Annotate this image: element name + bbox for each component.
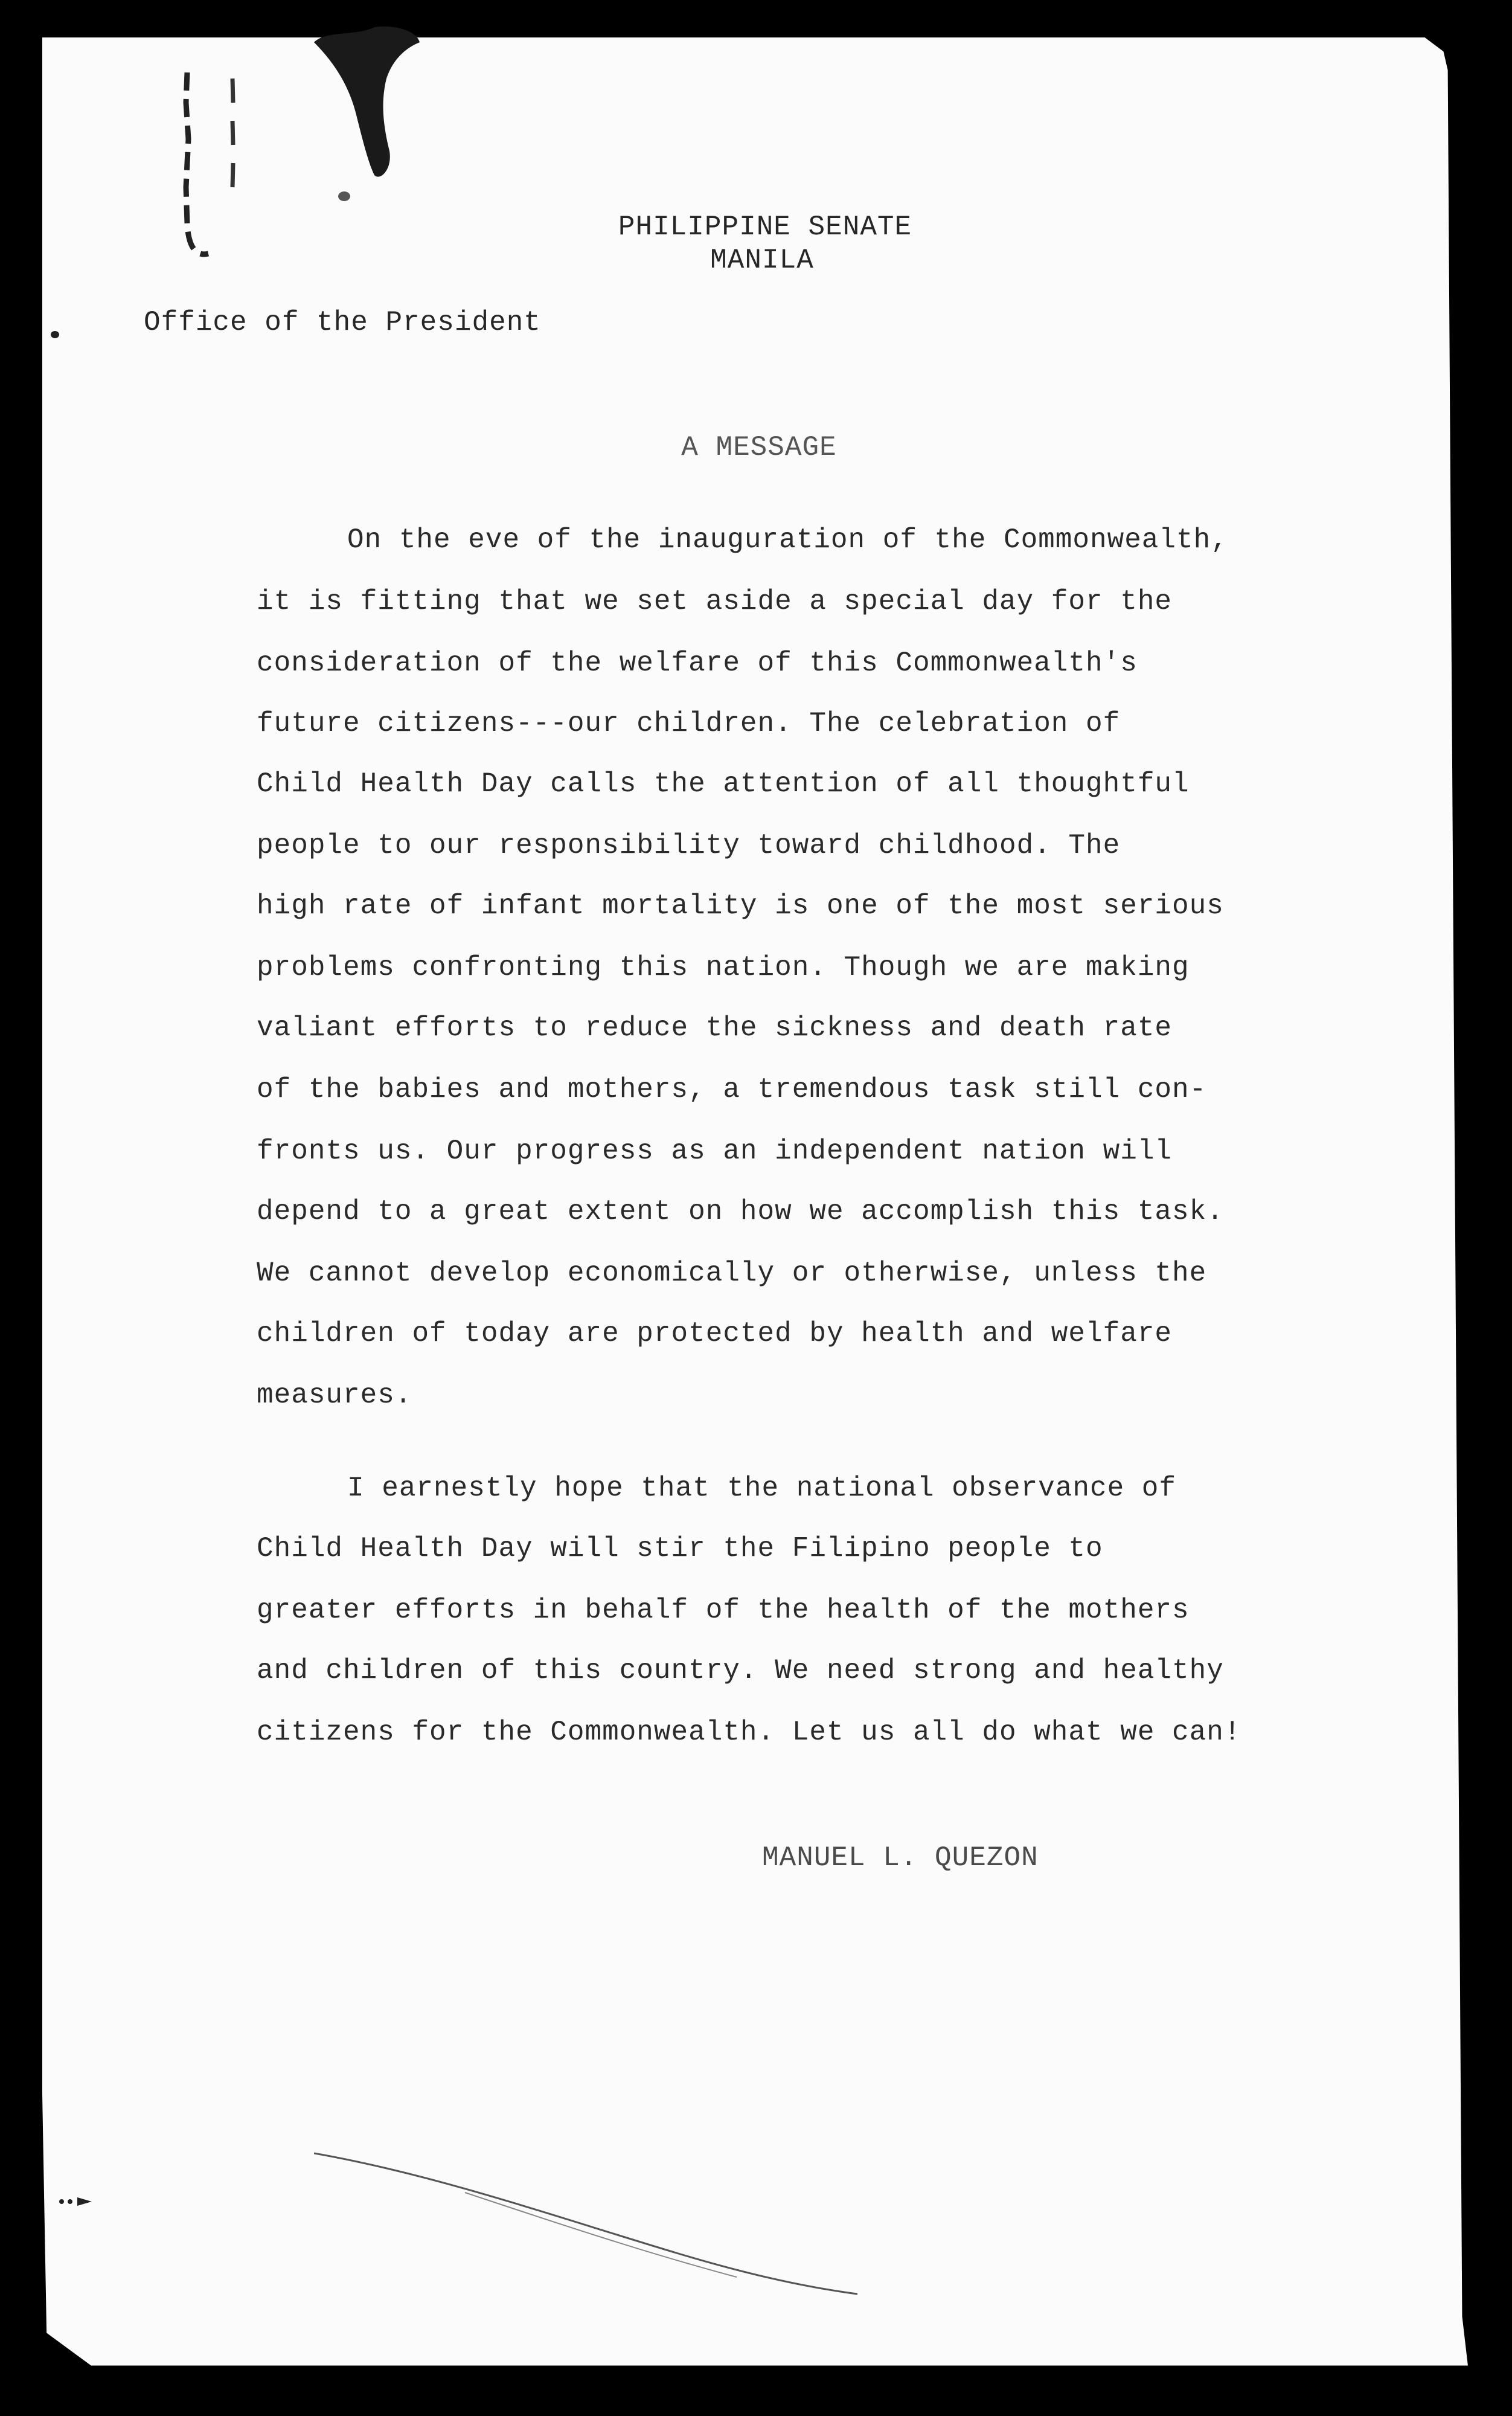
paragraph-line: children of today are protected by health and welfare [257,1318,1173,1349]
paragraph-line: Child Health Day will stir the Filipino people to [257,1533,1103,1564]
message-heading: A MESSAGE [681,432,837,463]
signature-line: MANUEL L. QUEZON [762,1842,1039,1874]
paragraph-line: problems confronting this nation. Though we are making [257,952,1190,983]
paragraph-line: people to our responsibility toward childhood. The [257,830,1121,861]
paragraph-line: of the babies and mothers, a tremendous task still con- [257,1074,1207,1105]
paragraph-line: On the eve of the inauguration of the Commonwealth, [347,524,1228,556]
paragraph-line: fronts us. Our progress as an independent nation will [257,1136,1173,1167]
paragraph-line: We cannot develop economically or otherwise, unless the [257,1258,1207,1289]
paragraph-line: greater efforts in behalf of the health of the mothers [257,1595,1190,1626]
paragraph-line: it is fitting that we set aside a special day for the [257,586,1173,617]
paragraph-line: high rate of infant mortality is one of the most serious [257,890,1224,922]
ink-smudge-mark [302,24,423,217]
letterhead-title: PHILIPPINE SENATE [618,211,912,243]
pencil-stroke-mark [314,2150,857,2295]
paragraph-line: future citizens---our children. The celebration of [257,708,1121,739]
paragraph-line: Child Health Day calls the attention of all thoughtful [257,768,1190,800]
margin-ink-dot [51,331,59,338]
paragraph-line: I earnestly hope that the national observance of [347,1473,1177,1504]
paragraph-line: valiant efforts to reduce the sickness and death rate [257,1012,1173,1044]
paragraph-line: measures. [257,1380,412,1411]
letterhead-city: MANILA [710,245,814,276]
paragraph-line: citizens for the Commonwealth. Let us all do what we can! [257,1717,1241,1748]
paragraph-line: consideration of the welfare of this Commonwealth's [257,647,1138,679]
margin-arrow-mark [56,2193,116,2211]
office-label: Office of the President [144,307,541,338]
paragraph-line: and children of this country. We need strong and healthy [257,1655,1224,1686]
paragraph-line: depend to a great extent on how we accomplish this task. [257,1196,1224,1227]
